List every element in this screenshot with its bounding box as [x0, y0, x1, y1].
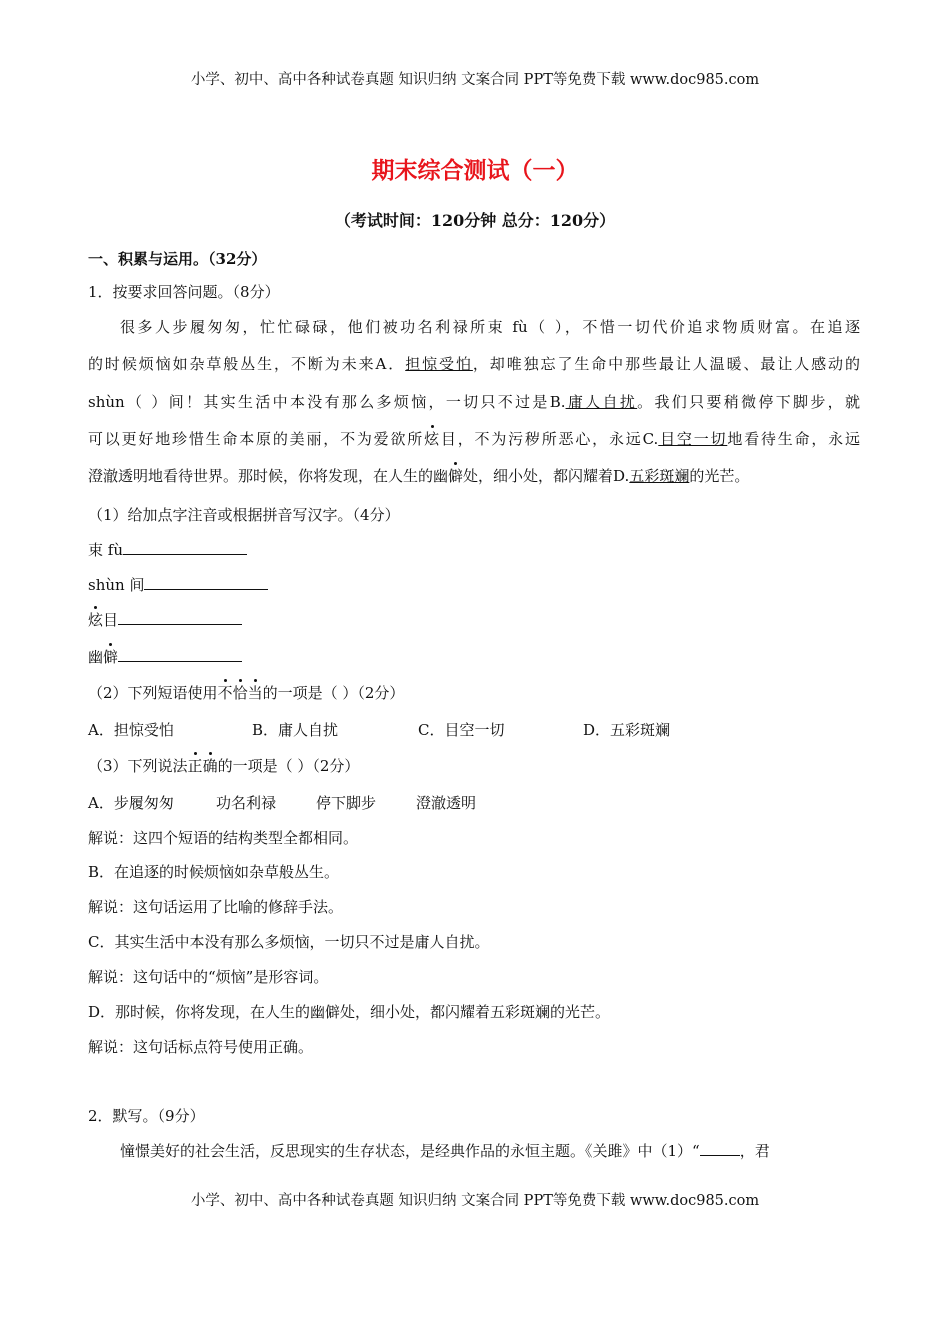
passage-line-5: 澄澈透明地看待世界。那时候，你将发现，在人生的幽僻处，细小处，都闪耀着D.五彩斑斓的光芒。 — [88, 467, 750, 485]
explanation-b: 解说：这句话运用了比喻的修辞手法。 — [88, 898, 344, 916]
statement-c: C．其实生活中本没有那么多烦恼，一切只不过是庸人自扰。 — [88, 933, 490, 951]
question-2-text: 憧憬美好的社会生活，反思现实的生存状态，是经典作品的永恒主题。《关雎》中（1）“ ，君 — [120, 1142, 770, 1160]
option-a[interactable]: A．担惊受怕 — [88, 721, 174, 739]
sub-question-2: （2）下列短语使用不恰当的一项是（ ）（2分） — [88, 684, 405, 702]
section-heading: 一、积累与运用。（32分） — [88, 250, 267, 268]
answer-blank[interactable] — [700, 1141, 740, 1156]
page-footer: 小学、初中、高中各种试卷真题 知识归纳 文案合同 PPT等免费下载 www.doc985.com — [190, 1193, 760, 1209]
question-1-heading: 1．按要求回答问题。（8分） — [88, 283, 280, 301]
sub-question-3: （3）下列说法正确的一项是（ ）（2分） — [88, 757, 360, 775]
question-2-heading: 2．默写。（9分） — [88, 1107, 205, 1125]
passage-line-3: shùn（ ）间！其实生活中本没有那么多烦恼，一切只不过是B.庸人自扰。我们只要稍微停下脚步，就 — [88, 393, 860, 411]
option-b[interactable]: B．庸人自扰 — [252, 721, 339, 739]
fill-line-3: 炫目 — [88, 610, 242, 630]
exam-info: （考试时间：120分钟 总分：120分） — [334, 211, 616, 230]
phrase-c: 目空一切 — [658, 430, 728, 448]
answer-blank[interactable] — [118, 647, 242, 662]
page-title: 期末综合测试（一） — [371, 158, 579, 184]
option-c[interactable]: C．目空一切 — [418, 721, 505, 739]
statement-d: D．那时候，你将发现，在人生的幽僻处，细小处，都闪耀着五彩斑斓的光芒。 — [88, 1003, 611, 1021]
passage-line-1: 很多人步履匆匆，忙忙碌碌，他们被功名利禄所束 fù（ ），不惜一切代价追求物质财富。在追逐 — [120, 318, 860, 336]
option-d[interactable]: D．五彩斑斓 — [583, 721, 671, 739]
explanation-c: 解说：这句话中的“烦恼”是形容词。 — [88, 968, 329, 986]
explanation-d: 解说：这句话标点符号使用正确。 — [88, 1038, 314, 1056]
fill-line-1: 束 fù — [88, 540, 247, 560]
statement-b: B．在追逐的时候烦恼如杂草般丛生。 — [88, 863, 340, 881]
statement-a-word: 停下脚步 — [316, 794, 377, 812]
phrase-b: 庸人自扰 — [565, 393, 638, 411]
phrase-a: 担惊受怕 — [405, 355, 473, 373]
statement-a-word: 功名利禄 — [216, 794, 277, 812]
statement-a-word: A．步履匆匆 — [88, 794, 174, 812]
page-header: 小学、初中、高中各种试卷真题 知识归纳 文案合同 PPT等免费下载 www.doc985.com — [190, 72, 760, 88]
answer-blank[interactable] — [118, 610, 242, 625]
fill-line-2: shùn 间 — [88, 575, 268, 595]
answer-blank[interactable] — [144, 575, 268, 590]
passage-line-4: 可以更好地珍惜生命本原的美丽，不为爱欲所炫目，不为污秽所恶心，永远C.目空一切地看待生命，永远 — [88, 430, 860, 448]
sub-question-1: （1）给加点字注音或根据拼音写汉字。（4分） — [88, 506, 400, 524]
phrase-d: 五彩斑斓 — [629, 467, 690, 485]
passage-line-2: 的时候烦恼如杂草般丛生，不断为未来A．担惊受怕，却唯独忘了生命中那些最让人温暖、最让人感动的 — [88, 355, 860, 373]
dotted-char: 炫 — [424, 430, 441, 448]
dotted-char: 僻 — [448, 467, 464, 485]
fill-line-4: 幽僻 — [88, 647, 242, 667]
explanation-a: 解说：这四个短语的结构类型全都相同。 — [88, 829, 359, 847]
statement-a-word: 澄澈透明 — [416, 794, 477, 812]
answer-blank[interactable] — [123, 540, 247, 555]
